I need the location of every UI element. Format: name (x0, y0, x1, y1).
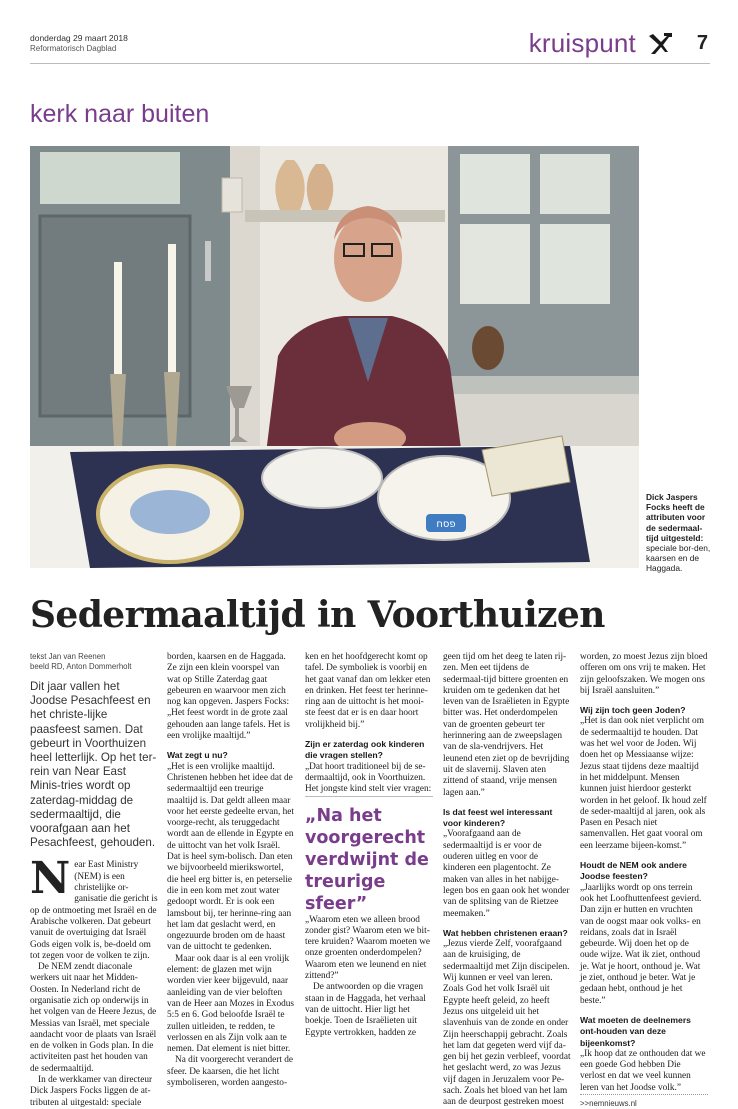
photo-illustration (30, 146, 639, 568)
caption-bold: Dick Jaspers Focks heeft de attributen voor de sedermaal-tijd uitgesteld: (646, 492, 706, 543)
body-paragraph: „Jaarlijks wordt op ons terrein ook het Loofhuttenfeest gevierd. Dan zijn er hutten en vruchten van de oogst maar ook volks- en reidans, zoals dat in Israël gebeurde. Wij doen het op de oude wijze. Wat ik ziet, onthoud je. Wat je hoort, onthoud je. Wat je ziet, onthoud je beter. Wat je gedaan hebt, onthoud je het beste.” (580, 882, 702, 1006)
plate-hebrew-text: פסח (436, 519, 456, 530)
article-column-5 (580, 652, 708, 1109)
body-paragraph: „Waarom eten we alleen brood zonder gist? Waarom eten we bit-tere kruiden? Waarom moeten we onze groenten onderdompelen? Waarom eten we leunend en niet zittend?” (305, 914, 431, 982)
body-paragraph: borden, kaarsen en de Haggada. Ze zijn een klein voorspel van wat op Stille Zaterdag gaat gebeuren en waarvoor men zich nog kan opgeven. Jaspers Focks: „Het feest wordt in de grote zaal gehouden aan lange tafels. Het is een vrolijke maaltijd.” (167, 652, 290, 742)
drop-cap: N (30, 853, 71, 905)
body-paragraph: De NEM zendt diaconale werkers uit naar het Midden-Oosten. In Nederland richt de organisatie zich op onderwijs in het volgen van de Heere Jezus, de Messias van Israël, met speciale aandacht voor de plaats van Israël en de volken in Gods plan. In die activiteiten past het houden van de sedermaaltijd. (30, 962, 157, 1074)
article-intro: Dit jaar vallen het Joodse Pesachfeest en het christe-lijke paasfeest samen. Dat gebeurt in Voorthuizen heel letterlijk. Op het ter-rein van Near East Minis-tries wordt op zaterdag-middag de sedermaaltijd, die voorafgaan aan het Pesachfeest, gehouden. (30, 680, 157, 850)
interview-question: Wat moeten de deelnemers ont-houden van deze bijeenkomst? (580, 1014, 691, 1048)
body-paragraph: ken en het hoofdgerecht komt op tafel. De symboliek is voorbij en het gaat vanaf dan om lekker eten en drinken. Het feest ter herinne-ring aan de uittocht is het mooi-ste feest dat er is en daar hoort vrolijkheid bij.” (305, 652, 431, 730)
body-paragraph: „Jezus vierde Zelf, voorafgaand aan de kruisiging, de sedermaaltijd met Zijn discipelen. Wij kunnen er veel van leren. Zoals God het volk Israël uit Egypte heeft geleid, zo heeft Jezus ons uitgeleid uit het slavenhuis van de zonde en onder Zijn heerschappij gebracht. Zoals het lam dat gegeten werd vijf da-gen bij het gezin verbleef, voordat het geslacht werd, zo was Jezus vijf dagen in Jeruzalem voor Pe-sach. Zoals het bloed van het lam aan de deurpost gestreken moest (443, 939, 571, 1108)
interview-question: Wat hebben christenen eraan? (443, 927, 568, 938)
body-paragraph: worden, zo moest Jezus zijn bloed offeren om ons vrij te maken. Het zijn geloofszaken. We mogen ons bij Israël aansluiten.” (580, 652, 708, 696)
body-paragraph: Maar ook daar is al een vrolijk element: de glazen met wijn worden vier keer bijgevuld, naar aanleiding van de vier beloften van de Heer aan Mozes in Exodus 5:5 en 6. God beloofde Israël te zullen uitleiden, te redden, te verlossen en als Zijn volk aan te nemen. Dat element is niet bitter. (167, 953, 295, 1055)
interview-question: Wat zegt u nu? (167, 750, 228, 761)
section-title: kruispunt (528, 28, 636, 58)
body-paragraph: De antwoorden op die vragen staan in de Haggada, het verhaal van de uittocht. Hier ligt het boekje. Toen de Israëlieten uit Egypte vertrokken, hadden ze (305, 982, 426, 1038)
masthead (30, 30, 710, 64)
article-headline: Sedermaaltijd in Voorthuizen (30, 594, 605, 636)
article-photo (30, 146, 639, 568)
body-paragraph: „Dat hoort traditioneel bij de se-dermaaltijd, ook in Voorthuizen. Het jongste kind stelt vier vragen: (305, 761, 432, 795)
article-column-4 (443, 652, 571, 1109)
cross-arrow-icon (646, 32, 672, 56)
caption-rest: speciale bor-den, kaarsen en de Haggada. (646, 543, 711, 574)
website-link[interactable]: >>nemnieuws.nl (580, 1094, 708, 1109)
interview-question: Is dat feest wel interessant voor kinderen? (443, 806, 553, 829)
article-column-2 (167, 652, 295, 1089)
credit-text: tekst Jan van Reenen (30, 652, 106, 661)
interview-question: Wij zijn toch geen Joden? (580, 705, 686, 716)
body-paragraph: „Ik hoop dat ze onthouden dat we een goede God hebben Die verlost en dat we veel kunnen leren van het Joodse volk.” (580, 1048, 706, 1093)
issue-date: donderdag 29 maart 2018 (30, 33, 128, 43)
article-column-1 (30, 652, 158, 1109)
body-paragraph: „Voorafgaand aan de sedermaaltijd is er voor de ouderen uitleg en voor de kinderen een plagentocht. Ze maken van alles in het nabijge-legen bos en gaan ook het wonder van de splitsing van de Rietzee meemaken.” (443, 829, 570, 919)
page-number: 7 (696, 32, 708, 54)
body-paragraph: „Het is dan ook niet verplicht om de sedermaaltijd te houden. Dat was het wel voor de Joden. Wij doen het op Messiaanse wijze: Jezus staat tijdens deze maaltijd in het middelpunt. Mensen kunnen juist hierdoor gesterkt worden in het geloof. Ik houd zelf de seder-maaltijd al jaren, ook als Pasen en Pesach niet samenvallen. Het gaat vooral om een leerzame bijeen-komst.” (580, 716, 707, 851)
photo-caption (646, 492, 712, 574)
interview-question: Zijn er zaterdag ook kinderen die vragen stellen? (305, 739, 425, 761)
body-paragraph: geen tijd om het deeg te laten rij-zen. Men eet tijdens de sedermaal-tijd bittere groenten en kruiden om te gedenken dat het leven van de Israëlieten in Egypte bitter was. Het onderdompelen van de groenten gebeurt ter herinnering aan de zweepslagen van de sla-vendrijvers. Het leunend eten ziet op de bevrijding uit de slavernij. Slaven aten zittend of staand, vrije mensen lagen aan.” (443, 652, 570, 798)
interview-question: Houdt de NEM ook andere Joodse feesten? (580, 860, 687, 882)
body-paragraph: „Het is een vrolijke maaltijd. Christenen hebben het idee dat de sedermaaltijd een treurige maaltijd is. Dat geldt alleen maar voor het eerste gedeelte ervan, het voorge-recht, als teruggedacht wordt aan de ellende in Egypte en de uittocht van het volk Israël. Dat is heel sym-bolisch. Dan eten we bijvoorbeeld mierikswortel, die heel erg bitter is, en peterselie die in een kom met zout water gedoopt wordt. Er is ook een lamsbout bij, ter herinne-ring aan het lam dat geslacht werd, en ongezuurde broden om de haast van de uittocht te gedenken. (167, 761, 294, 953)
newspaper-name: Reformatorisch Dagblad (30, 44, 117, 53)
body-paragraph: Near East Ministry (NEM) is een christelijke or-ganisatie die gericht is op de ontmoeting met Israël en de Arabische volkeren. Dat gebeurt vanuit de overtuiging dat Israël Gods eigen volk is, be-doeld om tot zegen voor de volken te zijn. (30, 853, 158, 961)
pull-quote: „Na het voorgerecht verdwijnt de treurige sfeer” (305, 796, 433, 915)
body-paragraph: Na dit voorgerecht verandert de sfeer. De kaarsen, die het licht symboliseren, worden aangesto- (167, 1055, 294, 1088)
credit-photo: beeld RD, Anton Dommerholt (30, 662, 132, 671)
body-paragraph: In de werkkamer van directeur Dick Jaspers Focks liggen de at-tributen al uitgestald: speciale (30, 1075, 153, 1108)
article-column-3 (305, 652, 433, 1039)
rubric-title: kerk naar buiten (30, 100, 210, 128)
